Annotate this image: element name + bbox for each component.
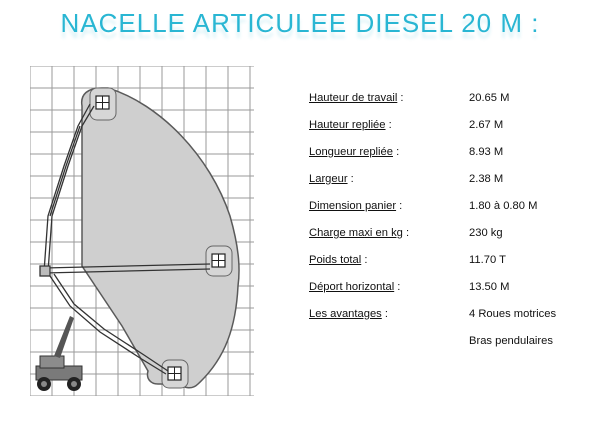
spec-label-text: Les avantages (309, 308, 382, 320)
spec-row (309, 308, 599, 324)
spec-label-separator: : (385, 119, 392, 131)
spec-value: 4 Roues motrices (469, 308, 557, 320)
spec-label-text: Déport horizontal (309, 281, 395, 293)
spec-row (309, 281, 599, 297)
spec-value: 1.80 à 0.80 M (469, 200, 538, 212)
spec-label (309, 308, 388, 320)
machine-chassis (36, 316, 82, 391)
spec-row (309, 173, 599, 189)
spec-label-text: Largeur (309, 173, 348, 185)
spec-value: 13.50 M (469, 281, 510, 293)
spec-label-separator: : (397, 92, 404, 104)
spec-label-separator: : (347, 173, 354, 185)
spec-label-text: Charge maxi en kg (309, 227, 403, 239)
working-envelope-diagram (30, 66, 254, 396)
spec-value: 230 kg (469, 227, 503, 239)
spec-label-separator: : (392, 146, 400, 158)
spec-row (309, 254, 599, 270)
spec-label-separator: : (396, 200, 403, 212)
working-envelope (82, 88, 239, 388)
spec-label (309, 119, 392, 131)
spec-value: 2.67 M (469, 119, 504, 131)
spec-label (309, 254, 367, 266)
spec-value: Bras pendulaires (469, 335, 553, 347)
spec-label (309, 200, 402, 212)
spec-value: 2.38 M (469, 173, 504, 185)
spec-row (309, 119, 599, 135)
spec-row (309, 146, 599, 162)
basket-side-icon (206, 246, 232, 276)
spec-label-text: Dimension panier (309, 200, 397, 212)
spec-label (309, 173, 354, 185)
spec-label-separator: : (394, 281, 401, 293)
spec-label-text: Longueur repliée (309, 146, 393, 158)
spec-row (309, 200, 599, 216)
spec-label (309, 92, 404, 104)
page-title: NACELLE ARTICULEE DIESEL 20 M : (60, 8, 540, 38)
spec-row (309, 92, 599, 108)
spec-label-separator: : (402, 227, 410, 239)
basket-top-icon (90, 88, 116, 120)
spec-label (309, 227, 409, 239)
spec-value: 8.93 M (469, 146, 504, 158)
spec-label-separator: : (381, 308, 388, 320)
spec-value: 20.65 M (469, 92, 510, 104)
spec-value: 11.70 T (469, 254, 506, 266)
spec-label-text: Poids total (309, 254, 362, 266)
spec-label (309, 281, 400, 293)
spec-row (309, 227, 599, 243)
spec-row (309, 335, 599, 351)
spec-label-separator: : (361, 254, 368, 266)
spec-label-text: Hauteur de travail (309, 92, 398, 104)
spec-label (309, 146, 399, 158)
spec-label-text: Hauteur repliée (309, 119, 386, 131)
